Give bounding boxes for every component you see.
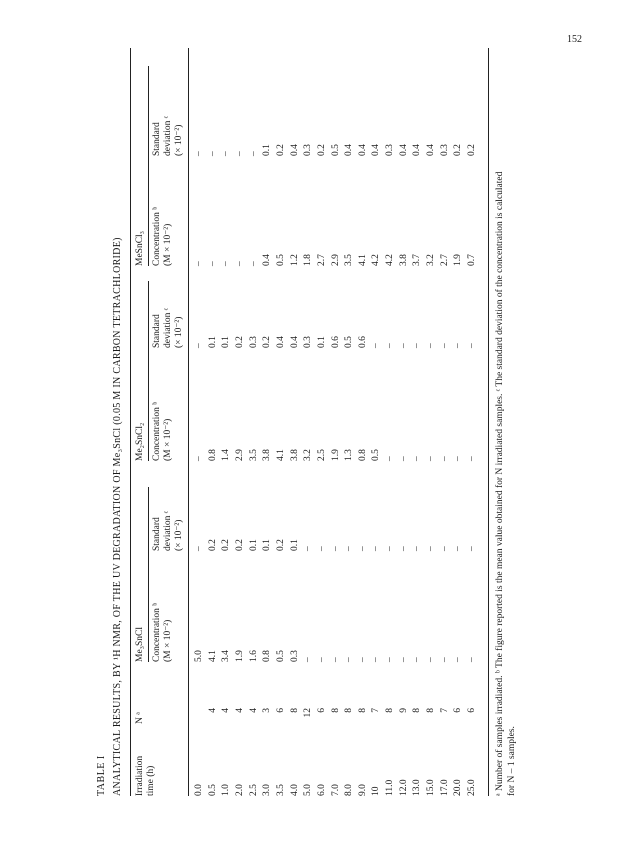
cell-mesncl3-sd: 0.4 bbox=[289, 144, 300, 156]
cell-me2sncl2-sd: 0.2 bbox=[234, 336, 245, 348]
cell-mesncl3-conc: 1.8 bbox=[303, 254, 314, 266]
cell-me3sncl-sd: 0.1 bbox=[262, 539, 273, 551]
cell-mesncl3-sd: 0.5 bbox=[330, 144, 341, 156]
group3-underline bbox=[148, 66, 149, 266]
conc3-line2: (M × 10⁻²) bbox=[163, 223, 173, 266]
conc1-line2: (M × 10⁻²) bbox=[163, 619, 173, 662]
cell-mesncl3-sd: 0.4 bbox=[344, 144, 355, 156]
cell-me3sncl-conc: – bbox=[398, 657, 409, 662]
cell-irradiation-time: 13.0 bbox=[412, 779, 423, 796]
subheader-sd-1 bbox=[152, 511, 185, 551]
cell-me2sncl2-sd: – bbox=[426, 343, 437, 348]
cell-mesncl3-sd: – bbox=[207, 151, 218, 156]
cell-me2sncl2-sd: 0.5 bbox=[344, 336, 355, 348]
cell-irradiation-time: 5.0 bbox=[303, 784, 314, 796]
cell-me2sncl2-sd: – bbox=[467, 343, 477, 348]
cell-me3sncl-conc: 4.1 bbox=[207, 650, 218, 662]
cell-me3sncl-conc: 0.8 bbox=[262, 650, 273, 662]
cell-me3sncl-sd: 0.1 bbox=[248, 539, 259, 551]
cell-me2sncl2-sd: 0.4 bbox=[275, 336, 286, 348]
cell-irradiation-time: 10 bbox=[371, 786, 382, 796]
cell-mesncl3-conc: 3.7 bbox=[412, 254, 423, 266]
cell-me2sncl2-sd: – bbox=[412, 343, 423, 348]
cell-me2sncl2-conc: 0.8 bbox=[207, 449, 218, 461]
cell-n: 7 bbox=[439, 708, 450, 713]
cell-me2sncl2-conc: – bbox=[398, 456, 409, 461]
cell-n: 3 bbox=[262, 708, 273, 713]
cell-irradiation-time: 1.0 bbox=[221, 784, 232, 796]
conc1-line1: Concentration ᵇ bbox=[152, 602, 162, 662]
subheader-sd-3 bbox=[152, 116, 185, 156]
cell-irradiation-time: 12.0 bbox=[398, 779, 409, 796]
cell-me3sncl-conc: – bbox=[467, 657, 477, 662]
table-footnote-line2: for N – 1 samples. bbox=[507, 726, 517, 796]
subheader-concentration-2 bbox=[152, 402, 174, 461]
table-top-rule bbox=[130, 48, 131, 796]
cell-mesncl3-sd: 0.4 bbox=[412, 144, 423, 156]
cell-me2sncl2-sd: 0.3 bbox=[303, 336, 314, 348]
sd1-line2: deviation ᶜ bbox=[163, 510, 173, 551]
cell-me3sncl-conc: – bbox=[439, 657, 450, 662]
cell-me2sncl2-sd: – bbox=[453, 343, 464, 348]
cell-me3sncl-conc: 0.3 bbox=[289, 650, 300, 662]
cell-me3sncl-sd: – bbox=[398, 546, 409, 551]
cell-me3sncl-sd: – bbox=[357, 546, 368, 551]
cell-me3sncl-conc: – bbox=[453, 657, 464, 662]
cell-mesncl3-conc: 2.7 bbox=[439, 254, 450, 266]
cell-me3sncl-sd: 0.2 bbox=[221, 539, 232, 551]
cell-mesncl3-conc: 0.7 bbox=[467, 254, 477, 266]
cell-n: 7 bbox=[371, 708, 382, 713]
cell-irradiation-time: 7.0 bbox=[330, 784, 341, 796]
cell-mesncl3-sd: 0.4 bbox=[371, 144, 382, 156]
cell-mesncl3-conc: – bbox=[207, 261, 218, 266]
group1-underline bbox=[148, 487, 149, 662]
cell-me2sncl2-conc: – bbox=[439, 456, 450, 461]
cell-me3sncl-sd: – bbox=[303, 546, 314, 551]
page-number: 152 bbox=[567, 34, 582, 45]
cell-me3sncl-sd: – bbox=[467, 546, 477, 551]
cell-mesncl3-conc: – bbox=[194, 261, 204, 266]
cell-irradiation-time: 25.0 bbox=[467, 779, 477, 796]
cell-mesncl3-sd: – bbox=[221, 151, 232, 156]
cell-mesncl3-conc: 4.2 bbox=[385, 254, 396, 266]
cell-me3sncl-sd: 0.2 bbox=[234, 539, 245, 551]
cell-mesncl3-conc: 3.8 bbox=[398, 254, 409, 266]
sd2-line3: (× 10⁻²) bbox=[174, 316, 184, 348]
cell-n: 12 bbox=[303, 708, 314, 718]
cell-me3sncl-conc: 1.6 bbox=[248, 650, 259, 662]
conc2-line2: (M × 10⁻²) bbox=[163, 418, 173, 461]
cell-mesncl3-sd: 0.2 bbox=[275, 144, 286, 156]
cell-me3sncl-conc: 1.9 bbox=[234, 650, 245, 662]
cell-mesncl3-conc: 0.5 bbox=[275, 254, 286, 266]
cell-mesncl3-conc: 4.1 bbox=[357, 254, 368, 266]
cell-irradiation-time: 2.5 bbox=[248, 784, 259, 796]
cell-irradiation-time: 11.0 bbox=[385, 779, 396, 796]
cell-me2sncl2-sd: 0.4 bbox=[289, 336, 300, 348]
cell-me3sncl-conc: – bbox=[426, 657, 437, 662]
cell-mesncl3-sd: – bbox=[248, 151, 259, 156]
cell-irradiation-time: 3.0 bbox=[262, 784, 273, 796]
header-group-mesncl3: MeSnCl₃ bbox=[135, 231, 145, 266]
cell-me3sncl-conc: – bbox=[412, 657, 423, 662]
subheader-sd-2 bbox=[152, 308, 185, 348]
cell-mesncl3-conc: 4.2 bbox=[371, 254, 382, 266]
header-bottom-rule bbox=[188, 48, 189, 796]
cell-mesncl3-sd: – bbox=[194, 151, 204, 156]
table-footnote-line1: ᵃ Number of samples irradiated. ᵇ The figure reported is the mean value obtained for N irradiated samples. ᶜ The standard deviation of the concentration is calculated bbox=[495, 171, 505, 796]
cell-n: 4 bbox=[248, 708, 259, 713]
cell-n: 6 bbox=[316, 708, 327, 713]
header-n: N ᵃ bbox=[135, 712, 145, 724]
cell-irradiation-time: 6.0 bbox=[316, 784, 327, 796]
cell-irradiation-time: 0.5 bbox=[207, 784, 218, 796]
cell-mesncl3-sd: 0.2 bbox=[467, 144, 477, 156]
cell-mesncl3-conc: – bbox=[221, 261, 232, 266]
cell-n: 6 bbox=[275, 708, 286, 713]
cell-me3sncl-conc: – bbox=[316, 657, 327, 662]
table-bottom-rule bbox=[488, 48, 489, 796]
cell-irradiation-time: 0.0 bbox=[194, 784, 204, 796]
cell-me2sncl2-sd: 0.6 bbox=[330, 336, 341, 348]
cell-mesncl3-conc: 3.5 bbox=[344, 254, 355, 266]
cell-me3sncl-conc: – bbox=[357, 657, 368, 662]
cell-n: 6 bbox=[467, 708, 477, 713]
sd1-line1: Standard bbox=[152, 517, 162, 551]
cell-me2sncl2-conc: 3.2 bbox=[303, 449, 314, 461]
header-irradiation-line1: Irradiation bbox=[135, 755, 145, 796]
cell-me2sncl2-conc: 1.9 bbox=[330, 449, 341, 461]
cell-me2sncl2-conc: 4.1 bbox=[275, 449, 286, 461]
cell-n: 8 bbox=[426, 708, 437, 713]
cell-me2sncl2-sd: – bbox=[385, 343, 396, 348]
cell-mesncl3-conc: 1.9 bbox=[453, 254, 464, 266]
cell-me2sncl2-conc: – bbox=[467, 456, 477, 461]
cell-mesncl3-sd: 0.4 bbox=[357, 144, 368, 156]
cell-mesncl3-conc: – bbox=[234, 261, 245, 266]
cell-mesncl3-sd: 0.2 bbox=[316, 144, 327, 156]
cell-me3sncl-sd: 0.1 bbox=[289, 539, 300, 551]
cell-me3sncl-sd: – bbox=[316, 546, 327, 551]
header-irradiation bbox=[135, 756, 157, 796]
cell-me2sncl2-sd: – bbox=[371, 343, 382, 348]
cell-me3sncl-conc: 0.5 bbox=[275, 650, 286, 662]
group2-underline bbox=[148, 281, 149, 461]
cell-mesncl3-sd: 0.3 bbox=[439, 144, 450, 156]
cell-me3sncl-conc: – bbox=[385, 657, 396, 662]
header-group-me2sncl2: Me₂SnCl₂ bbox=[135, 422, 145, 461]
table-label: TABLE I bbox=[96, 755, 107, 796]
cell-me3sncl-conc: – bbox=[371, 657, 382, 662]
sd3-line2: deviation ᶜ bbox=[163, 115, 173, 156]
cell-me2sncl2-conc: 0.8 bbox=[357, 449, 368, 461]
cell-mesncl3-conc: 0.4 bbox=[262, 254, 273, 266]
cell-me3sncl-sd: – bbox=[412, 546, 423, 551]
cell-me3sncl-sd: 0.2 bbox=[275, 539, 286, 551]
cell-me3sncl-sd: – bbox=[194, 546, 204, 551]
cell-me2sncl2-conc: – bbox=[453, 456, 464, 461]
cell-me3sncl-conc: – bbox=[330, 657, 341, 662]
sd3-line1: Standard bbox=[152, 122, 162, 156]
sd2-line1: Standard bbox=[152, 314, 162, 348]
cell-me2sncl2-conc: 3.8 bbox=[262, 449, 273, 461]
cell-me2sncl2-sd: 0.6 bbox=[357, 336, 368, 348]
cell-me2sncl2-conc: 2.5 bbox=[316, 449, 327, 461]
cell-me3sncl-sd: – bbox=[453, 546, 464, 551]
cell-irradiation-time: 8.0 bbox=[344, 784, 355, 796]
sd2-line2: deviation ᶜ bbox=[163, 307, 173, 348]
cell-irradiation-time: 2.0 bbox=[234, 784, 245, 796]
header-group-me3sncl: Me₃SnCl bbox=[135, 627, 145, 662]
cell-me2sncl2-conc: – bbox=[194, 456, 204, 461]
cell-me2sncl2-sd: 0.1 bbox=[316, 336, 327, 348]
cell-irradiation-time: 3.5 bbox=[275, 784, 286, 796]
cell-me2sncl2-sd: 0.1 bbox=[207, 336, 218, 348]
cell-me2sncl2-conc: 0.5 bbox=[371, 449, 382, 461]
cell-mesncl3-sd: – bbox=[234, 151, 245, 156]
cell-me3sncl-conc: 5.0 bbox=[194, 650, 204, 662]
cell-me3sncl-conc: – bbox=[303, 657, 314, 662]
cell-me3sncl-sd: – bbox=[439, 546, 450, 551]
cell-n: 8 bbox=[330, 708, 341, 713]
cell-n: 8 bbox=[412, 708, 423, 713]
cell-n: 9 bbox=[398, 708, 409, 713]
cell-me3sncl-sd: – bbox=[344, 546, 355, 551]
cell-me2sncl2-conc: 3.8 bbox=[289, 449, 300, 461]
cell-me3sncl-sd: – bbox=[385, 546, 396, 551]
cell-mesncl3-conc: 1.2 bbox=[289, 254, 300, 266]
cell-mesncl3-sd: 0.4 bbox=[426, 144, 437, 156]
cell-n: 6 bbox=[453, 708, 464, 713]
cell-me3sncl-sd: 0.2 bbox=[207, 539, 218, 551]
cell-me2sncl2-sd: 0.2 bbox=[262, 336, 273, 348]
cell-me2sncl2-conc: 1.4 bbox=[221, 449, 232, 461]
cell-n: 8 bbox=[289, 708, 300, 713]
rotated-table-page bbox=[86, 48, 536, 796]
cell-me2sncl2-sd: 0.3 bbox=[248, 336, 259, 348]
cell-me2sncl2-sd: – bbox=[398, 343, 409, 348]
cell-irradiation-time: 20.0 bbox=[453, 779, 464, 796]
cell-irradiation-time: 4.0 bbox=[289, 784, 300, 796]
cell-me2sncl2-conc: – bbox=[426, 456, 437, 461]
cell-mesncl3-conc: – bbox=[248, 261, 259, 266]
cell-n: 4 bbox=[234, 708, 245, 713]
conc2-line1: Concentration ᵇ bbox=[152, 401, 162, 461]
cell-mesncl3-conc: 3.2 bbox=[426, 254, 437, 266]
cell-me3sncl-sd: – bbox=[371, 546, 382, 551]
sd1-line3: (× 10⁻²) bbox=[174, 519, 184, 551]
cell-n: 4 bbox=[221, 708, 232, 713]
cell-n: 8 bbox=[385, 708, 396, 713]
cell-mesncl3-sd: 0.3 bbox=[303, 144, 314, 156]
cell-me3sncl-sd: – bbox=[330, 546, 341, 551]
cell-me2sncl2-conc: – bbox=[412, 456, 423, 461]
cell-me2sncl2-conc: 1.3 bbox=[344, 449, 355, 461]
cell-mesncl3-sd: 0.4 bbox=[398, 144, 409, 156]
cell-me3sncl-sd: – bbox=[426, 546, 437, 551]
header-irradiation-line2: time (h) bbox=[146, 765, 156, 796]
sd3-line3: (× 10⁻²) bbox=[174, 124, 184, 156]
cell-n: 8 bbox=[344, 708, 355, 713]
cell-irradiation-time: 15.0 bbox=[426, 779, 437, 796]
cell-n: 8 bbox=[357, 708, 368, 713]
cell-me2sncl2-sd: – bbox=[194, 343, 204, 348]
subheader-concentration-3 bbox=[152, 207, 174, 266]
cell-me2sncl2-conc: 2.9 bbox=[234, 449, 245, 461]
cell-mesncl3-sd: 0.3 bbox=[385, 144, 396, 156]
conc3-line1: Concentration ᵇ bbox=[152, 206, 162, 266]
cell-mesncl3-conc: 2.9 bbox=[330, 254, 341, 266]
cell-irradiation-time: 17.0 bbox=[439, 779, 450, 796]
cell-mesncl3-sd: 0.2 bbox=[453, 144, 464, 156]
table-title: ANALYTICAL RESULTS, BY ¹H NMR, OF THE UV DEGRADATION OF Me₃SnCl (0.05 M IN CARBON TETRACHLORIDE) bbox=[112, 237, 123, 796]
cell-me2sncl2-sd: 0.1 bbox=[221, 336, 232, 348]
subheader-concentration-1 bbox=[152, 603, 174, 662]
cell-mesncl3-sd: 0.1 bbox=[262, 144, 273, 156]
cell-me2sncl2-sd: – bbox=[439, 343, 450, 348]
cell-me3sncl-conc: – bbox=[344, 657, 355, 662]
cell-mesncl3-conc: 2.7 bbox=[316, 254, 327, 266]
cell-irradiation-time: 9.0 bbox=[357, 784, 368, 796]
cell-me3sncl-conc: 3.4 bbox=[221, 650, 232, 662]
cell-me2sncl2-conc: – bbox=[385, 456, 396, 461]
cell-n: 4 bbox=[207, 708, 218, 713]
cell-me2sncl2-conc: 3.5 bbox=[248, 449, 259, 461]
